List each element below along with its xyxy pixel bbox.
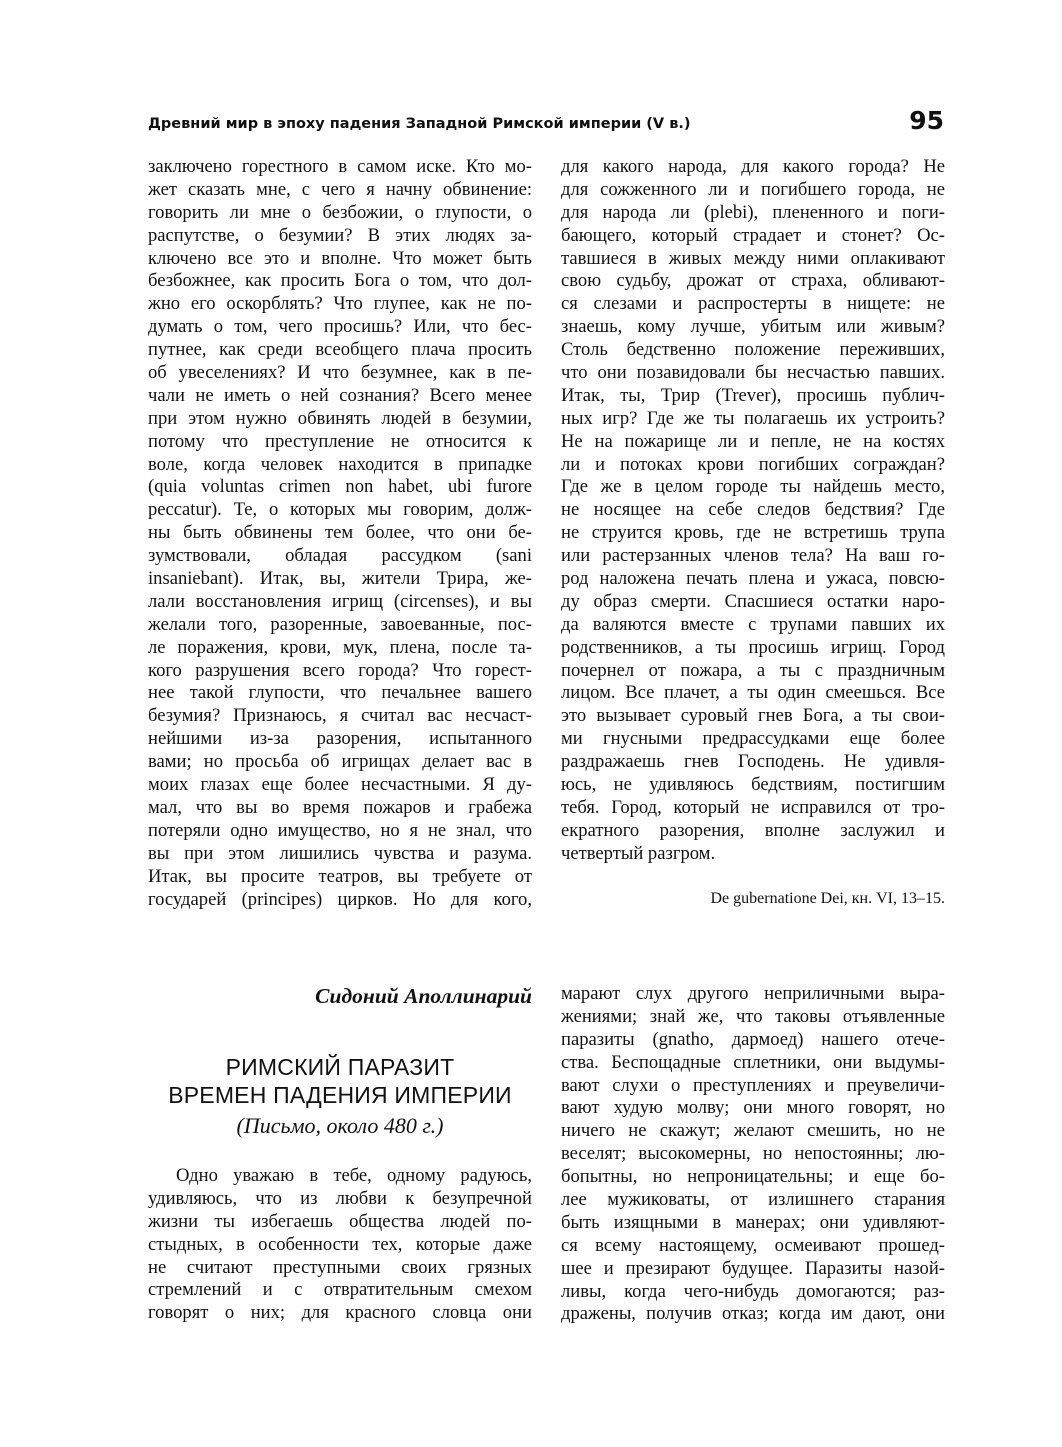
text-line: заключено горестного в самом иске. Кто мо- [148,156,532,177]
text-line: Итак, вы просите театров, вы требуете от [148,865,532,887]
text-line: жно его оскорблять? Что глупее, как не по- [148,293,532,315]
text-line: ли и потоках крови погибших сограждан? [561,453,945,475]
text-line: стыдных, в особенности тех, которые даже [148,1233,532,1255]
text-line: не носящее на себе следов бедствия? Где [561,499,945,521]
right-column-bottom [561,983,945,1326]
author-name: Сидоний Аполлинарий [315,984,532,1008]
text-line: жизни ты избегаешь общества людей по- [148,1210,532,1232]
text-line: паразиты (gnatho, дармоед) нашего отече- [561,1028,945,1050]
text-line: говорить ли мне о безбожии, о глупости, о [148,201,532,223]
text-line: распутстве, о безумии? В этих людях за- [148,224,532,246]
page-number: 95 [909,106,944,135]
text-line: Где же в целом городе ты найдешь место, [561,476,945,498]
text-line: ся слезами и распростерты в нищете: не [561,293,945,315]
text-line: ных игр? Где же ты полагаешь их устроить? [561,407,945,429]
text-line: жениями; знай же, что таковы отъявленные [561,1005,945,1027]
text-line: не струится кровь, где не встретишь трупа [561,522,945,544]
text-line: думать о том, чего просишь? Или, что бес- [148,316,532,338]
text-line: для сожженного ли и погибшего города, не [561,178,945,200]
text-line: лали восстановления игрищ (circenses), и вы [148,590,532,612]
text-line: вами; но просьба об игрищах делает вас в [148,751,532,773]
left-column-top [148,156,532,911]
text-line: зумствовали, обладая рассудком (sani [148,545,532,567]
section-title-line: РИМСКИЙ ПАРАЗИТ [225,1054,455,1080]
text-line: родственников, а ты просишь игрищ. Город [561,636,945,658]
text-line: ны быть обвинены тем более, что они бе- [148,522,532,544]
text-line: или растерзанных членов тела? На ваш го- [561,545,945,567]
text-line: желали того, разоренные, завоеванные, пос- [148,613,532,635]
text-line: ливы, когда чего-нибудь домогаются; раз- [561,1280,945,1302]
text-line: веселят; высокомерны, но непостоянны; лю- [561,1143,945,1165]
text-line: Итак, ты, Трир (Trever), просишь публич- [561,384,945,406]
left-column-bottom [148,983,532,1325]
text-line: мал, что вы во время пожаров и грабежа [148,796,532,818]
text-line: бопытны, но непроницательны; и еще бо- [561,1166,945,1188]
text-line: удивляюсь, что из любви к безупречной [148,1187,532,1209]
text-line: бающего, который страдает и стонет? Ос- [561,224,945,246]
text-line: кого разрушения всего города? Что горест- [148,659,532,681]
text-line: Столь бедственно положение переживших, [561,339,945,361]
text-line: четвертый разгром. [561,842,716,864]
text-line: при этом нужно обвинять людей в безумии, [148,407,532,429]
text-line: тавшиеся в живых между ними оплакивают [561,247,945,269]
section-title-line: ВРЕМЕН ПАДЕНИЯ ИМПЕРИИ [168,1082,512,1108]
text-line: ключено все это и вполне. Что может быть [148,247,532,269]
text-line: знаешь, кому лучше, убитым или живым? [561,316,945,338]
text-line: ле поражения, крови, мук, плена, после та- [148,636,532,658]
text-line: марают слух другого неприличными выра- [561,983,945,1004]
text-line: лее мужиковаты, от излишнего старания [561,1189,945,1211]
text-line: ду образ смерти. Спасшиеся остатки наро- [561,590,945,612]
text-line: (quia voluntas crimen non habet, ubi furore [148,476,532,498]
text-line: insaniebant). Итак, вы, жители Трира, же- [148,568,532,590]
text-line: да валяются вместе с трупами павших их [561,613,945,635]
text-line: для народа ли (plebi), плененного и поги- [561,201,945,223]
text-line: не считают преступными своих грязных [148,1256,532,1278]
text-line: почернел от пожара, а ты с праздничным [561,659,945,681]
text-line: юсь, не удивляюсь бедствиям, постигшим [561,774,945,796]
text-line: ми гнусными предрассудками еще более [561,728,945,750]
right-column-top [561,156,945,911]
text-line: нейшими из-за разорения, испытанного [148,728,532,750]
text-line: вают слухи о преступлениях и преувеличи- [561,1074,945,1096]
section-title [148,1053,532,1141]
text-line: путнее, как среди всеобщего плача просить [148,339,532,361]
text-line: потеряли одно имущество, но я не знал, что [148,819,532,841]
running-head [148,106,944,146]
text-line: Не на пожарище ли и пепле, не на костях [561,430,945,452]
text-line: Одно уважаю в тебе, одному радуюсь, [176,1165,532,1186]
text-line: жет сказать мне, с чего я начну обвинение: [148,178,532,200]
text-line: стремлений и с отвратительным смехом [148,1279,532,1301]
text-line: нее такой глупости, что печальнее вашего [148,682,532,704]
text-line: вают худую молву; они много говорят, но [561,1097,945,1119]
text-line: лицом. Все плачет, а ты один смеешься. Все [561,682,945,704]
text-line: для какого народа, для какого города? Не [561,156,945,177]
text-line: безумия? Признаюсь, я считал вас несчаст- [148,705,532,727]
text-line: екратного разорения, вполне заслужил и [561,819,945,841]
text-line: это вызывает суровый гнев Бога, а ты свои- [561,705,945,727]
text-line: дражены, получив отказ; когда им дают, они [561,1303,945,1325]
text-line: воле, когда человек находится в припадке [148,453,532,475]
text-line: тебя. Город, который не исправился от тро- [561,796,945,818]
source-citation: De gubernatione Dei, кн. VI, 13–15. [710,889,945,907]
text-line: государей (principes) цирков. Но для кого, [148,888,532,910]
text-line: ничего не скажут; желают смешить, но не [561,1120,945,1142]
text-line: потому что преступление не относится к [148,430,532,452]
text-line: об увеселениях? И что безумнее, как в пе- [148,362,532,384]
text-line: свою судьбу, дрожат от страха, обливают- [561,270,945,292]
running-title: Древний мир в эпоху падения Западной Римской империи (V в.) [148,116,691,132]
text-line: род наложена печать плена и ужаса, повсю- [561,568,945,590]
text-line: раздражаешь гнев Господень. Не удивля- [561,751,945,773]
text-line: говорят о них; для красного словца они [148,1302,532,1324]
text-line: что они позавидовали бы несчастью павших. [561,362,945,384]
text-line: шее и презирают будущее. Паразиты назой- [561,1257,945,1279]
text-line: peccatur). Те, о которых мы говорим, долж- [148,499,532,521]
text-line: ся всему настоящему, осмеивают прошед- [561,1234,945,1256]
text-line: вы при этом лишились чувства и разума. [148,842,532,864]
text-line: быть изящными в манерах; они удивляют- [561,1211,945,1233]
text-line: чали не иметь о ней сознания? Всего менее [148,384,532,406]
text-line: моих глазах еще более несчастными. Я ду- [148,774,532,796]
section-subtitle: (Письмо, около 480 г.) [236,1113,444,1138]
text-line: безбожнее, как просить Бога о том, что дол- [148,270,532,292]
text-line: ства. Беспощадные сплетники, они выдумы- [561,1051,945,1073]
